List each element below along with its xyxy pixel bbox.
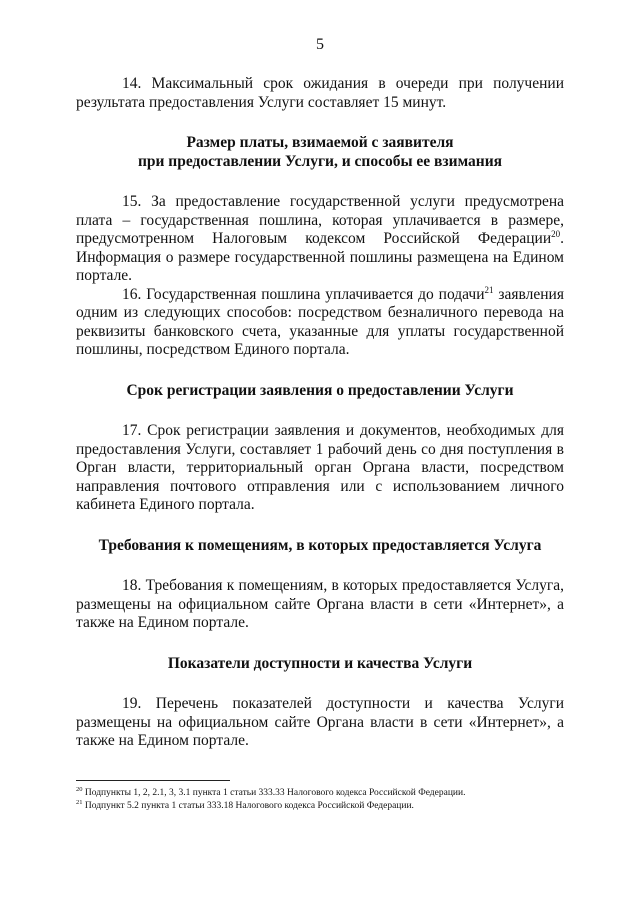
paragraph-15-tail: . Информация о размере государственной пошлины размещена на Едином портале.	[76, 230, 564, 284]
heading-fee-line-2: при предоставлении Услуги, и способы ее взимания	[137, 152, 503, 170]
heading-fee-line-1: Размер платы, взимаемой с заявителя	[186, 134, 454, 151]
footnote-20	[76, 787, 564, 800]
heading-premises: Требования к помещениям, в которых предоставляется Услуга	[98, 536, 542, 554]
paragraph-14: 14. Максимальный срок ожидания в очереди при получении результата предоставления Услуги составляет 15 минут.	[76, 75, 564, 111]
paragraph-19: 19. Перечень показателей доступности и качества Услуги размещены на официальном сайте Органа власти в сети «Интернет», а также на Едином портале.	[76, 695, 564, 749]
footnote-mark: 20	[76, 785, 83, 793]
footnote-mark: 21	[76, 798, 83, 806]
paragraph-16	[76, 286, 564, 360]
paragraph-16-tail: заявления одним из следующих способов: посредством безналичного перевода на реквизиты банковского счета, указанные для уплаты государственной пошлины, посредством Единого портала.	[76, 285, 564, 358]
paragraph-15	[76, 193, 564, 286]
paragraph-17: 17. Срок регистрации заявления и документов, необходимых для предоставления Услуги, составляет 1 рабочий день со дня поступления в Орган власти, территориальный орган Органа власти, посредством направления почтового отправления или с использованием личного кабинета Единого портала.	[76, 422, 564, 513]
paragraph-15-text: 15. За предоставление государственной услуги предусмотрена плата – государственная пошлина, которая уплачивается в размере, предусмотренном Налоговым кодексом Российской Федерации	[76, 193, 564, 247]
footnote-ref-20[interactable]: 20	[551, 228, 561, 239]
footnotes	[76, 787, 564, 813]
paragraph-16-text: 16. Государственная пошлина уплачивается до подачи	[122, 285, 485, 303]
heading-registration: Срок регистрации заявления о предоставлении Услуги	[126, 381, 514, 399]
document-body	[76, 75, 564, 751]
heading-accessibility: Показатели доступности и качества Услуги	[167, 654, 473, 672]
footnote-text: Подпункты 1, 2, 2.1, 3, 3.1 пункта 1 статьи 333.33 Налогового кодекса Российской Федерации.	[82, 788, 466, 798]
paragraph-18: 18. Требования к помещениям, в которых предоставляется Услуга, размещены на официальном сайте Органа власти в сети «Интернет», а также на Едином портале.	[76, 577, 564, 631]
page-number: 5	[316, 36, 324, 53]
footnote-21	[76, 800, 564, 813]
footnote-separator	[76, 780, 230, 781]
footnote-ref-21[interactable]: 21	[484, 284, 494, 295]
footnote-text: Подпункт 5.2 пункта 1 статьи 333.18 Налогового кодекса Российской Федерации.	[82, 801, 414, 811]
